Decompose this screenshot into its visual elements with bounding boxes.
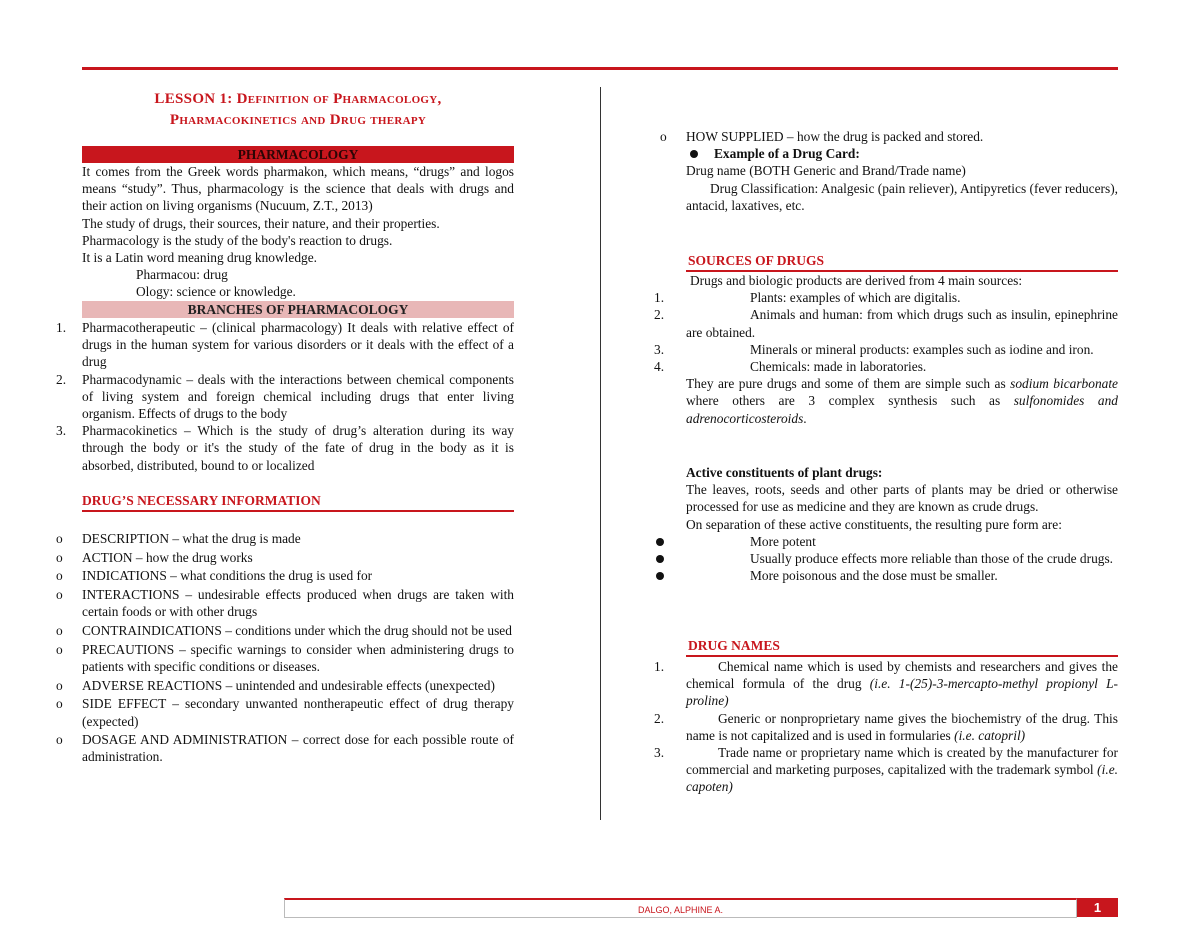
necessary-info-underline	[82, 510, 514, 512]
list-item	[56, 567, 514, 584]
branch-number: 1.	[56, 320, 67, 335]
branch-number: 2.	[56, 371, 67, 387]
list-item-text: SIDE EFFECT – secondary unwanted nontherapeutic effect of drug therapy (expected)	[82, 696, 514, 729]
list-item-text: INTERACTIONS – undesirable effects produced when drugs are taken with certain foods or with other drugs	[82, 587, 514, 620]
bullet-icon	[656, 572, 664, 580]
source-text: Chemicals: made in laboratories.	[750, 359, 927, 375]
branch-text: Pharmacodynamic – deals with the interactions between chemical components of living system and foreign chemical including drugs that enter living organism. Effects of drugs to the body	[82, 371, 514, 422]
source-item	[654, 289, 1118, 306]
drug-name-desc: Trade name or proprietary name which is created by the manufacturer for commercial and marketing purposes, capitalized with the trademark symbol	[686, 745, 1118, 778]
circle-marker: o	[56, 587, 63, 603]
source-text: Animals and human: from which drugs such as insulin, epinephrine are obtained.	[686, 307, 1118, 340]
drug-names-list	[654, 658, 1118, 796]
source-number: 1.	[654, 290, 665, 306]
circle-marker: o	[56, 623, 63, 639]
circle-marker: o	[56, 568, 63, 584]
drug-card-heading: Example of a Drug Card:	[714, 146, 860, 162]
branch-text: Pharmacokinetics – Which is the study of drug’s alteration during its way through the body or it's the study of the fate of drug in the body as it is absorbed, distributed, bound to or localized	[82, 423, 514, 473]
definition-ology: Ology: science or knowledge.	[136, 284, 296, 300]
source-number: 3.	[654, 341, 665, 357]
circle-marker: o	[56, 696, 63, 712]
drug-name-desc: Chemical name which is used by chemists and researchers and gives the chemical formula of the drug	[686, 659, 1118, 692]
list-item-text: CONTRAINDICATIONS – conditions under which the drug should not be used	[82, 623, 512, 639]
drug-name-text	[686, 710, 1118, 744]
drug-classification: Drug Classification: Analgesic (pain reliever), Antipyretics (fever reducers), antacid, laxatives, etc.	[686, 180, 1118, 213]
footer-author: DALGO, ALPHINE A.	[637, 905, 724, 915]
sources-intro: Drugs and biologic products are derived from 4 main sources:	[690, 273, 1023, 288]
branch-item	[56, 422, 514, 474]
circle-marker: o	[56, 677, 63, 693]
column-divider	[600, 87, 601, 820]
drug-name-line: Drug name (BOTH Generic and Brand/Trade name)	[686, 163, 966, 179]
list-item	[56, 641, 514, 675]
list-item-text: INDICATIONS – what conditions the drug is used for	[82, 568, 373, 584]
source-item	[654, 306, 1118, 340]
pure-drugs-paragraph	[686, 375, 1118, 427]
circle-marker: o	[660, 129, 667, 144]
drug-card-section	[660, 128, 1118, 214]
how-supplied-item	[660, 128, 1118, 145]
list-item-text: ACTION – how the drug works	[82, 549, 253, 565]
drug-name-example: (i.e. capoten)	[686, 762, 1118, 795]
drug-name-item	[654, 658, 1118, 710]
list-item	[56, 731, 514, 765]
branch-number: 3.	[56, 423, 67, 439]
source-text: Plants: examples of which are digitalis.	[750, 290, 961, 306]
active-bullet-text: More poisonous and the dose must be smaller.	[750, 568, 998, 584]
source-number: 2.	[654, 307, 665, 323]
circle-marker: o	[56, 641, 63, 657]
page-number: 1	[1077, 898, 1118, 917]
list-item	[56, 530, 514, 547]
drug-name-example: (i.e. 1-(25)-3-mercapto-methyl propionyl L-proline)	[686, 676, 1118, 709]
footer-bar	[284, 898, 1077, 918]
drug-name-example: (i.e. catopril)	[954, 727, 1026, 743]
drug-name-number: 3.	[654, 745, 665, 761]
list-item	[56, 586, 514, 620]
list-item	[56, 677, 514, 694]
title-line-1: LESSON 1: Definition of Pharmacology,	[154, 91, 442, 107]
bullet-icon	[656, 538, 664, 546]
pure-text-e: .	[803, 410, 807, 426]
sources-section	[654, 272, 1119, 427]
circle-marker: o	[56, 531, 63, 546]
source-item	[654, 341, 1118, 358]
active-para-1: The leaves, roots, seeds and other parts of plants may be dried or otherwise processed for use as medicine and they are known as crude drugs.	[686, 482, 1118, 515]
drug-name-item	[654, 744, 1118, 796]
pharmacology-para-4: It is a Latin word meaning drug knowledge.	[82, 250, 318, 266]
definition-pharmacou: Pharmacou: drug	[136, 267, 228, 283]
source-text: Minerals or mineral products: examples such as iodine and iron.	[750, 341, 1094, 357]
active-bullet-item	[686, 550, 1118, 567]
list-item-text: DOSAGE AND ADMINISTRATION – correct dose for each possible route of administration.	[82, 732, 514, 765]
drug-name-desc: Generic or nonproprietary name gives the biochemistry of the drug. This name is not capitalized and is used in formularies	[686, 710, 1118, 743]
pharmacology-para-2: The study of drugs, their sources, their nature, and their properties.	[82, 215, 440, 231]
bullet-icon	[656, 555, 664, 563]
drug-name-text	[686, 658, 1118, 710]
active-constituents-section	[686, 464, 1118, 584]
drug-name-text	[686, 744, 1118, 796]
circle-marker: o	[56, 732, 63, 748]
list-item	[56, 622, 514, 639]
pharmacology-para-1: It comes from the Greek words pharmakon, which means, “drugs” and logos means “study”. Thus, pharmacology is the science that deals with drugs and their action on living organisms (Nucuum, Z.T., 2013)	[82, 164, 514, 214]
drug-name-number: 1.	[654, 659, 665, 674]
list-item-text: ADVERSE REACTIONS – unintended and undesirable effects (unexpected)	[82, 677, 495, 693]
drug-name-item	[654, 710, 1118, 744]
branch-item	[56, 319, 514, 371]
how-supplied-text: HOW SUPPLIED – how the drug is packed and stored.	[686, 129, 984, 144]
pharmacology-section	[82, 163, 514, 301]
pure-text-d: sulfonomides and adrenocorticosteroids	[686, 393, 1119, 426]
drug-name-number: 2.	[654, 710, 665, 726]
title-line-2: Pharmacokinetics and Drug therapy	[169, 112, 427, 128]
active-para-2: On separation of these active constituents, the resulting pure form are:	[686, 516, 1062, 532]
lesson-title	[82, 89, 514, 131]
active-bullet-text: More potent	[750, 533, 816, 549]
sources-heading: SOURCES OF DRUGS	[688, 253, 825, 268]
list-item-text: PRECAUTIONS – specific warnings to consider when administering drugs to patients with specific conditions or diseases.	[82, 641, 514, 674]
active-bullet-text: Usually produce effects more reliable than those of the crude drugs.	[750, 551, 1114, 567]
pure-text-b: sodium bicarbonate	[1010, 376, 1118, 392]
source-item	[654, 358, 1118, 375]
pure-text-a: They are pure drugs and some of them are simple such as	[686, 376, 1011, 392]
list-item-text: DESCRIPTION – what the drug is made	[82, 531, 301, 546]
branches-list	[56, 319, 514, 474]
top-rule	[82, 67, 1118, 70]
drug-names-heading: DRUG NAMES	[688, 638, 780, 653]
necessary-info-heading: DRUG’S NECESSARY INFORMATION	[82, 493, 321, 508]
branch-text: Pharmacotherapeutic – (clinical pharmacology) It deals with relative effect of drugs in the human system for various disorders or it deals with the effect of a drug	[82, 320, 514, 370]
active-bullet-item	[686, 567, 1118, 584]
circle-marker: o	[56, 549, 63, 565]
active-bullet-item	[686, 533, 1118, 550]
active-heading: Active constituents of plant drugs:	[686, 465, 883, 480]
branches-header: BRANCHES OF PHARMACOLOGY	[82, 301, 514, 318]
necessary-info-list	[56, 530, 514, 767]
pharmacology-para-3: Pharmacology is the study of the body's reaction to drugs.	[82, 232, 393, 248]
source-number: 4.	[654, 359, 665, 375]
pure-text-c: where others are 3 complex synthesis such as	[686, 393, 1014, 409]
drug-names-underline	[686, 655, 1118, 657]
branch-item	[56, 371, 514, 423]
list-item	[56, 549, 514, 566]
pharmacology-header: PHARMACOLOGY	[82, 146, 514, 163]
list-item	[56, 695, 514, 729]
drug-card-heading-row	[686, 145, 1118, 162]
bullet-icon	[690, 150, 698, 158]
